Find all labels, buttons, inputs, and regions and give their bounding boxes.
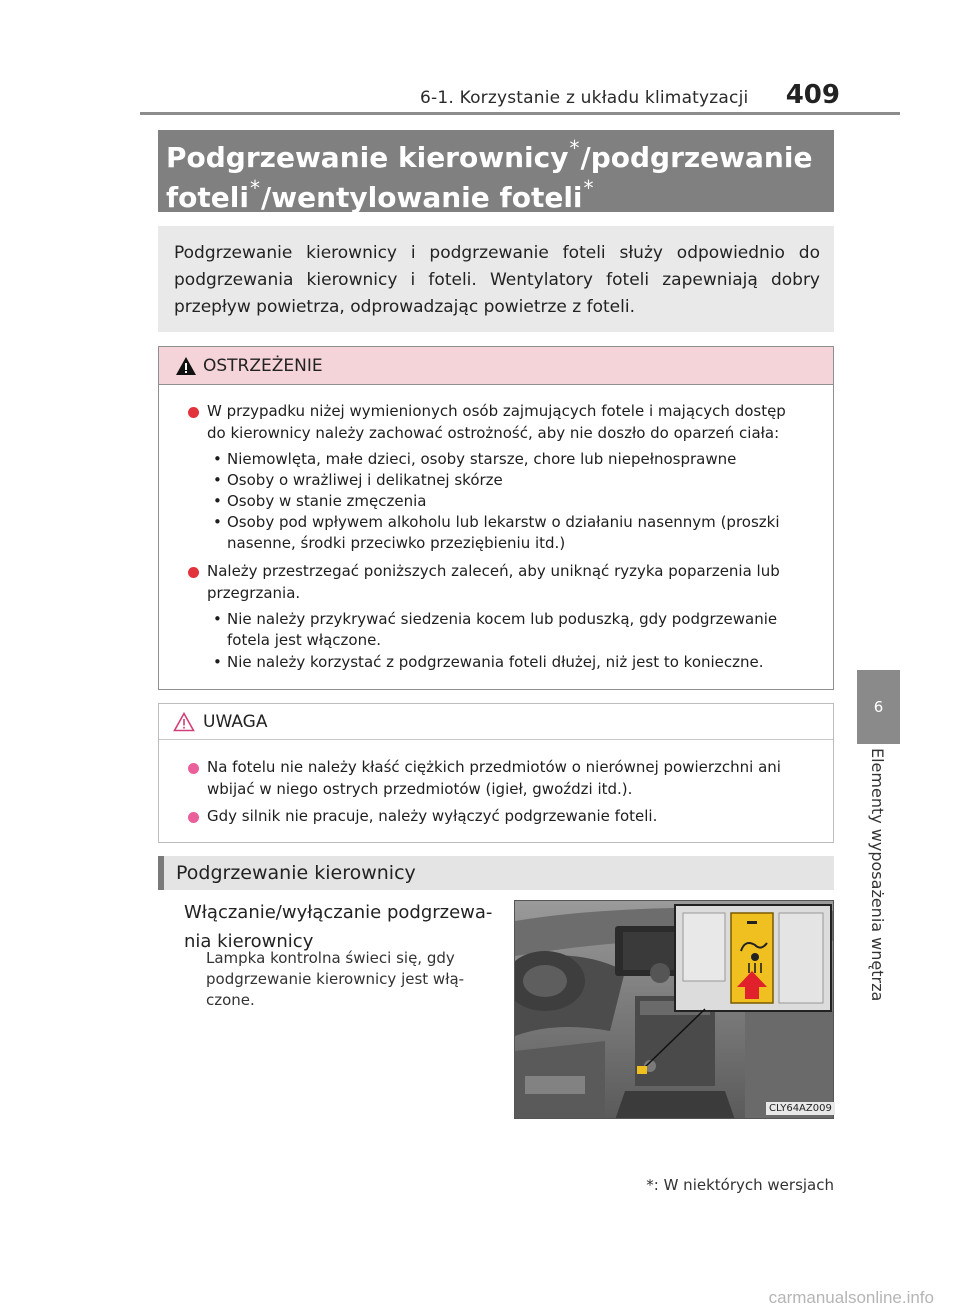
warning-header bbox=[159, 347, 833, 385]
warning-item-1-sub-4-line-2: nasenne, środki przeciwko przeziębieniu itd.) bbox=[227, 534, 566, 552]
image-code: CLY64AZ009 bbox=[766, 1102, 835, 1115]
intro-text: Podgrzewanie kierownicy i podgrzewanie foteli służy odpowiednio do podgrzewania kierownicy i foteli. Wentylatory foteli zapewniają dobry przepływ powietrza, odprowadzając powietrze z foteli. bbox=[174, 243, 820, 317]
header-rule bbox=[140, 112, 900, 115]
warning-triangle-icon bbox=[175, 356, 197, 376]
warning-sub-bullet: • bbox=[213, 450, 222, 468]
warning-item-1-sub-3: Osoby w stanie zmęczenia bbox=[227, 492, 427, 510]
title-part-2: /podgrzewanie bbox=[580, 141, 813, 174]
caution-title: UWAGA bbox=[203, 712, 268, 732]
warning-item-2-line-1: Należy przestrzegać poniższych zaleceń, aby uniknąć ryzyka poparzenia lub bbox=[207, 562, 780, 580]
warning-item-1-line-1: W przypadku niżej wymienionych osób zajmujących fotele i mających dostęp bbox=[207, 402, 786, 420]
caution-item-2: Gdy silnik nie pracuje, należy wyłączyć podgrzewanie foteli. bbox=[207, 807, 658, 825]
indicator-note-line-2: podgrzewanie kierownicy jest włą- bbox=[206, 970, 465, 988]
title-part-4: /wentylowanie foteli bbox=[261, 181, 583, 214]
warning-bullet-2 bbox=[188, 567, 199, 578]
dashboard-photo bbox=[514, 900, 834, 1119]
chapter-label bbox=[868, 748, 892, 1002]
title-asterisk-2: * bbox=[250, 176, 260, 200]
dashboard-illustration bbox=[515, 901, 834, 1119]
caution-bullet-2 bbox=[188, 812, 199, 823]
warning-item-2-sub-1-line-1: Nie należy przykrywać siedzenia kocem lub poduszką, gdy podgrzewanie bbox=[227, 610, 778, 628]
title-line-1 bbox=[166, 136, 812, 174]
caution-header bbox=[159, 704, 833, 740]
title-part-1: Podgrzewanie kierownicy bbox=[166, 141, 569, 174]
warning-sub-bullet: • bbox=[213, 471, 222, 489]
footnote-text: : W niektórych wersjach bbox=[653, 1176, 834, 1194]
chapter-title: Elementy wyposażenia wnętrza bbox=[868, 748, 887, 1002]
warning-title: OSTRZEŻENIE bbox=[203, 356, 323, 376]
footnote-mark: * bbox=[646, 1176, 654, 1194]
indicator-note-line-1: Lampka kontrolna świeci się, gdy bbox=[206, 949, 455, 967]
instruction-line-2: nia kierownicy bbox=[184, 931, 314, 952]
warning-sub-bullet: • bbox=[213, 513, 222, 531]
indicator-note-line-3: czone. bbox=[206, 991, 255, 1009]
title-asterisk-1: * bbox=[569, 136, 580, 160]
caution-item-1-line-2: wbijać w niego ostrych przedmiotów (igieł, gwoździ itd.). bbox=[207, 780, 633, 798]
intro-box bbox=[158, 226, 834, 332]
chapter-tab bbox=[857, 670, 900, 744]
warning-sub-bullet: • bbox=[213, 492, 222, 510]
warning-item-2-sub-2: Nie należy korzystać z podgrzewania foteli dłużej, niż jest to konieczne. bbox=[227, 653, 764, 671]
watermark: carmanualsonline.info bbox=[768, 1288, 934, 1307]
page-title bbox=[158, 130, 834, 212]
section-heading-bar bbox=[158, 856, 164, 890]
warning-item-1-sub-1: Niemowlęta, małe dzieci, osoby starsze, chore lub niepełnosprawne bbox=[227, 450, 737, 468]
caution-triangle-icon bbox=[173, 712, 195, 732]
caution-bullet-1 bbox=[188, 763, 199, 774]
section-heading-title: Podgrzewanie kierownicy bbox=[176, 862, 416, 884]
caution-item-1-line-1: Na fotelu nie należy kłaść ciężkich przedmiotów o nierównej powierzchni ani bbox=[207, 758, 781, 776]
title-part-3: foteli bbox=[166, 181, 249, 214]
warning-sub-bullet: • bbox=[213, 653, 222, 671]
indicator-note bbox=[206, 948, 496, 1011]
warning-item-2-sub-1-line-2: fotela jest włączone. bbox=[227, 631, 382, 649]
warning-item-1-sub-2: Osoby o wrażliwej i delikatnej skórze bbox=[227, 471, 503, 489]
warning-bullet-1 bbox=[188, 407, 199, 418]
warning-item-1-sub-4-line-1: Osoby pod wpływem alkoholu lub lekarstw o działaniu nasennym (proszki bbox=[227, 513, 780, 531]
title-asterisk-3: * bbox=[583, 176, 594, 200]
section-heading bbox=[158, 856, 834, 890]
warning-box bbox=[158, 346, 834, 690]
title-line-2 bbox=[166, 176, 595, 214]
chapter-number: 6 bbox=[873, 698, 884, 716]
warning-item-2-line-2: przegrzania. bbox=[207, 584, 301, 602]
page-number: 409 bbox=[785, 80, 840, 110]
section-title: 6-1. Korzystanie z układu klimatyzacji bbox=[420, 88, 749, 108]
warning-item-1-line-2: do kierownicy należy zachować ostrożność, aby nie doszło do oparzeń ciała: bbox=[207, 424, 780, 442]
warning-sub-bullet: • bbox=[213, 610, 222, 628]
footnote bbox=[646, 1176, 834, 1194]
caution-box bbox=[158, 703, 834, 843]
instruction-line-1: Włączanie/wyłączanie podgrzewa- bbox=[184, 902, 493, 923]
page-header bbox=[420, 80, 840, 110]
